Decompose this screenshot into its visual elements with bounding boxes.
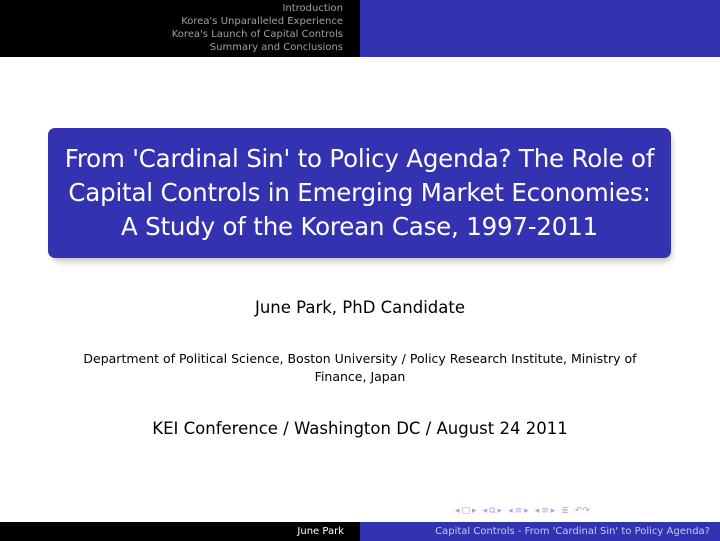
nav-section-korea-experience[interactable]: Korea's Unparalleled Experience: [181, 16, 343, 27]
header-bar: [0, 0, 720, 57]
nav-section-capital-controls[interactable]: Korea's Launch of Capital Controls: [171, 29, 343, 40]
search-icon[interactable]: ↶↷: [574, 506, 590, 516]
footer-short-title: Capital Controls - From 'Cardinal Sin' to Policy Agenda?: [435, 526, 710, 537]
navigation-symbols: [455, 504, 590, 518]
subsection-forward-icon[interactable]: ▸: [550, 506, 556, 516]
subsection-nav-group: [535, 504, 556, 518]
section-icon[interactable]: ≡: [514, 506, 523, 516]
section-forward-icon[interactable]: ▸: [524, 506, 529, 516]
header-bar-right: [360, 0, 720, 57]
footer-author-panel: [0, 522, 360, 541]
footer-title-panel: [360, 522, 720, 541]
slide-institute: Department of Political Science, Boston University / Policy Research Institute, Ministry of Finance, Japan: [83, 351, 637, 384]
section-nav-group: [508, 504, 529, 518]
footer-author: June Park: [297, 526, 344, 537]
frame-back-icon[interactable]: ◂: [482, 506, 488, 516]
nav-section-summary[interactable]: Summary and Conclusions: [209, 42, 343, 53]
nav-section-introduction[interactable]: Introduction: [282, 3, 343, 14]
title-box: [48, 128, 671, 258]
section-navigation: [0, 0, 360, 57]
appendix-icon[interactable]: ≣: [561, 506, 569, 516]
subsection-back-icon[interactable]: ◂: [534, 506, 540, 516]
slide-back-icon[interactable]: ◂: [455, 506, 460, 516]
slide-title: From 'Cardinal Sin' to Policy Agenda? The Role of Capital Controls in Emerging Market Economies: A Study of the Korean Case, 1997-2011: [64, 144, 655, 241]
slide-author: June Park, PhD Candidate: [254, 298, 466, 317]
frame-nav-group: [483, 504, 503, 518]
slide-date: KEI Conference / Washington DC / August 24 2011: [152, 419, 568, 438]
footer-bar: [0, 522, 720, 541]
slide-nav-group: [455, 504, 477, 518]
slide-forward-icon[interactable]: ▸: [472, 506, 477, 516]
section-back-icon[interactable]: ◂: [508, 506, 513, 516]
frame-icon[interactable]: ⧉: [489, 506, 496, 516]
slide-icon[interactable]: □: [461, 506, 471, 516]
frame-forward-icon[interactable]: ▸: [497, 506, 503, 516]
subsection-icon[interactable]: ≡: [541, 506, 549, 516]
